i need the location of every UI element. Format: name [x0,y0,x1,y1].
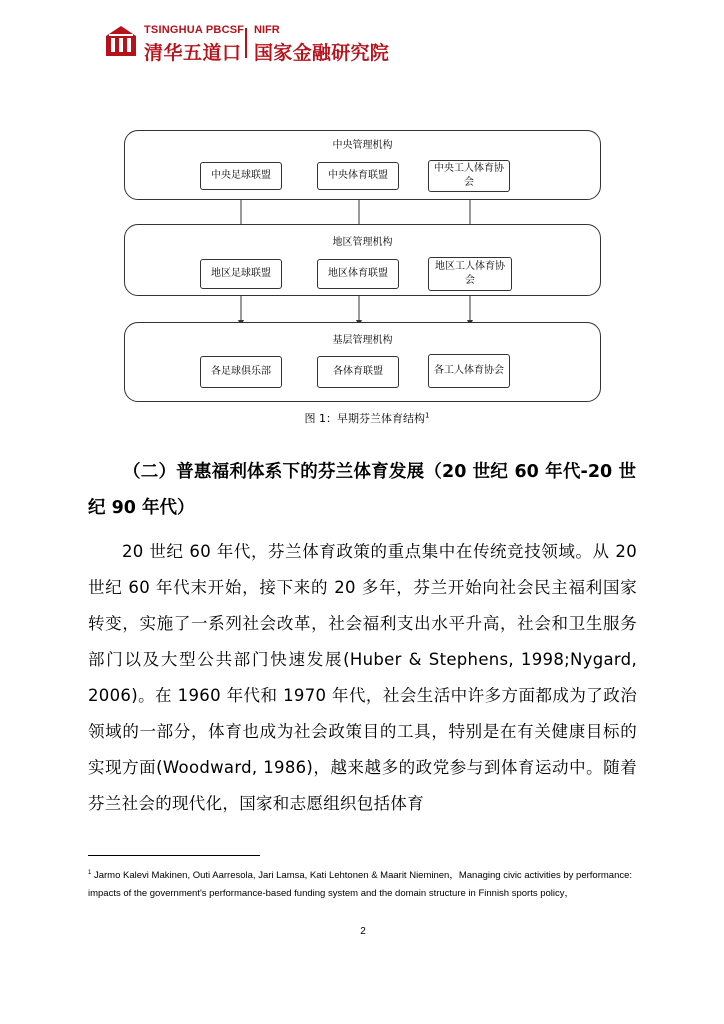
logo-divider [245,28,247,58]
caption-text: 图 1：早期芬兰体育结构 [304,412,426,425]
footnote [88,864,638,903]
tier-title: 中央管理机构 [332,140,393,151]
footnote-text: Jarmo Kalevi Makinen, Outi Aarresola, Jari Lamsa, Kati Lehtonen & Maarit Nieminen，Managing civic activities by performance: impacts of the government's performance-based funding system and the domain structure in Finnish sports policy， [88,870,633,900]
logo-english-right: NIFR [254,24,280,36]
tier-title: 地区管理机构 [332,237,393,248]
node-central-football: 中央足球联盟 [200,162,282,190]
section-heading: （二）普惠福利体系下的芬兰体育发展（20 世纪 60 年代-20 世纪 90 年代） [88,462,636,518]
node-grassroots-workers: 各工人体育协会 [428,354,510,388]
footnote-divider [88,855,260,856]
logo-chinese-right: 国家金融研究院 [254,42,390,64]
caption-footnote-ref[interactable]: 1 [425,411,430,420]
header-logo [104,22,404,62]
node-regional-workers: 地区工人体育协会 [428,257,512,291]
footnote-mark: 1 [88,870,92,876]
logo-english-left: TSINGHUA PBCSF [144,24,245,36]
node-regional-sports: 地区体育联盟 [317,259,399,289]
node-central-sports: 中央体育联盟 [317,162,399,190]
page-number: 2 [360,926,366,937]
tsinghua-emblem-icon [104,24,138,58]
figure-caption [0,410,724,426]
node-regional-football: 地区足球联盟 [200,259,282,289]
body-paragraph: 20 世纪 60 年代，芬兰体育政策的重点集中在传统竞技领域。从 20 世纪 60 年代末开始，接下来的 20 多年，芬兰开始向社会民主福利国家转变，实施了一系列社会改革，社会福利支出水平升高，社会和卫生服务部门以及大型公共部门快速发展(Huber & Stephens, 1998;Nygard, 2006)。在 1960 年代和 1970 年代，社会生活中许多方面都成为了政治领域的一部分，体育也成为社会政策目的工具，特别是在有关健康目标的实现方面(Woodward, 1986)，越来越多的政党参与到体育运动中。随着芬兰社会的现代化，国家和志愿组织包括体育 [88,542,637,813]
node-central-workers: 中央工人体育协会 [428,160,510,192]
logo-chinese-left: 清华五道口 [144,42,242,64]
sports-structure-diagram [124,122,614,412]
node-grassroots-sports: 各体育联盟 [317,356,399,388]
tier-title: 基层管理机构 [332,335,393,346]
node-grassroots-football: 各足球俱乐部 [200,356,282,388]
